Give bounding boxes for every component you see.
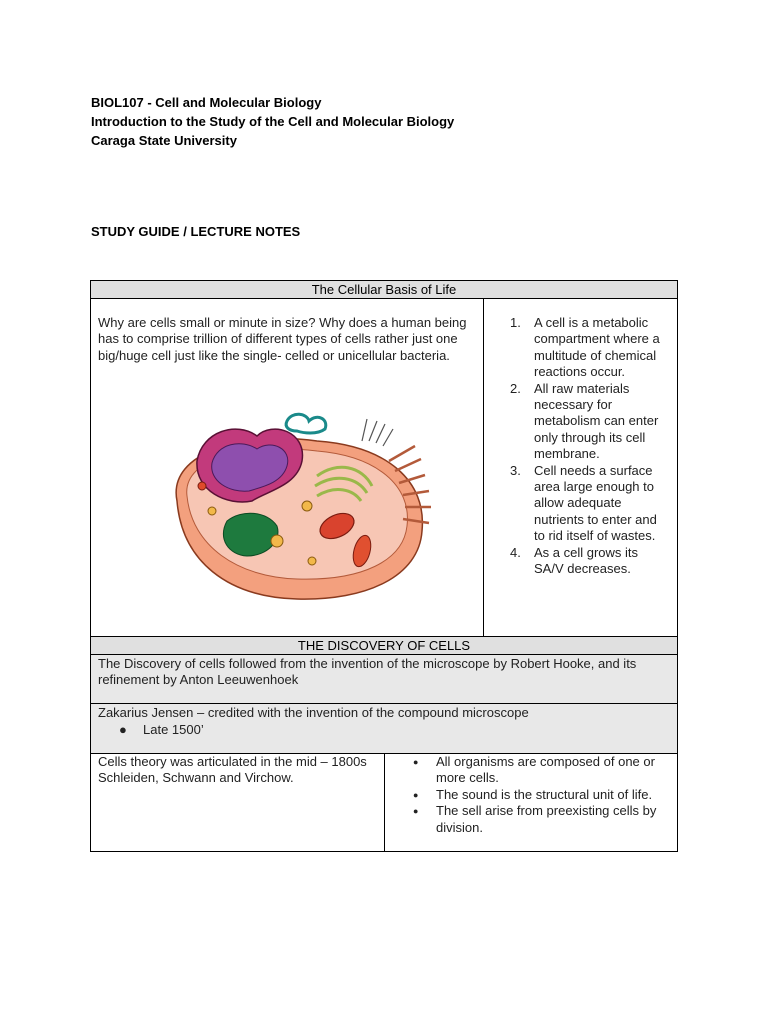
course-title: BIOL107 - Cell and Molecular Biology	[91, 95, 322, 110]
animal-cell-illustration	[157, 391, 437, 621]
topic-title: Introduction to the Study of the Cell and Molecular Biology	[91, 114, 455, 129]
cell-fact-item	[510, 545, 670, 578]
cell-fact-text: All raw materials necessary for metabolism can enter only through its cell membrane.	[534, 380, 659, 462]
cellular-basis-title: The Cellular Basis of Life	[90, 280, 678, 299]
cell-fact-text: As a cell grows its SA/V decreases.	[534, 544, 639, 577]
cell-theory-tenet: ● All organisms are composed of one or more cells.	[411, 754, 677, 787]
cell-size-question: Why are cells small or minute in size? Why does a human being has to comprise trillion of different types of cells rather just one big/huge cell just like the single- celled or unicellular bacteria.	[98, 315, 467, 363]
jensen-text: Zakarius Jensen – credited with the invention of the compound microscope	[98, 705, 529, 720]
cell-theory-tenets-list	[411, 754, 677, 836]
jensen-bullet-text: Late 1500’	[143, 722, 204, 737]
cell-fact-number: 3.	[510, 462, 521, 478]
bullet-icon: ●	[119, 722, 127, 737]
cell-fact-item	[510, 381, 670, 463]
document-header	[91, 93, 691, 150]
jensen-row	[90, 703, 678, 754]
cell-fact-text: Cell needs a surface area large enough to allow adequate nutrients to enter and to rid itself of wastes.	[534, 462, 657, 544]
cell-fact-item	[510, 315, 670, 381]
cell-theory-text: Cells theory was articulated in the mid – 1800s Schleiden, Schwann and Virchow.	[98, 754, 367, 786]
study-guide-heading: STUDY GUIDE / LECTURE NOTES	[91, 224, 301, 239]
cell-theory-cell	[90, 753, 385, 852]
cell-facts-list	[510, 315, 670, 578]
discovery-intro-row	[90, 654, 678, 704]
university-name: Caraga State University	[91, 133, 237, 148]
cell-fact-number: 1.	[510, 315, 521, 330]
cell-fact-number: 2.	[510, 380, 521, 396]
cell-fact-number: 4.	[510, 544, 521, 560]
cell-theory-tenets-cell	[384, 753, 678, 852]
cell-theory-tenet: ● The sound is the structural unit of life.	[411, 787, 677, 803]
cell-theory-tenet: ● The sell arise from preexisting cells by division.	[411, 803, 677, 836]
discovery-intro-text: The Discovery of cells followed from the invention of the microscope by Robert Hooke, and its refinement by Anton Leeuwenhoek	[98, 656, 637, 688]
cell-facts-cell	[483, 298, 678, 637]
cell-fact-item	[510, 463, 670, 545]
cell-fact-text: A cell is a metabolic compartment where a multitude of chemical reactions occur.	[534, 315, 660, 380]
jensen-bullet	[119, 722, 204, 737]
cellular-basis-question-cell	[90, 298, 484, 637]
discovery-title: THE DISCOVERY OF CELLS	[90, 636, 678, 655]
